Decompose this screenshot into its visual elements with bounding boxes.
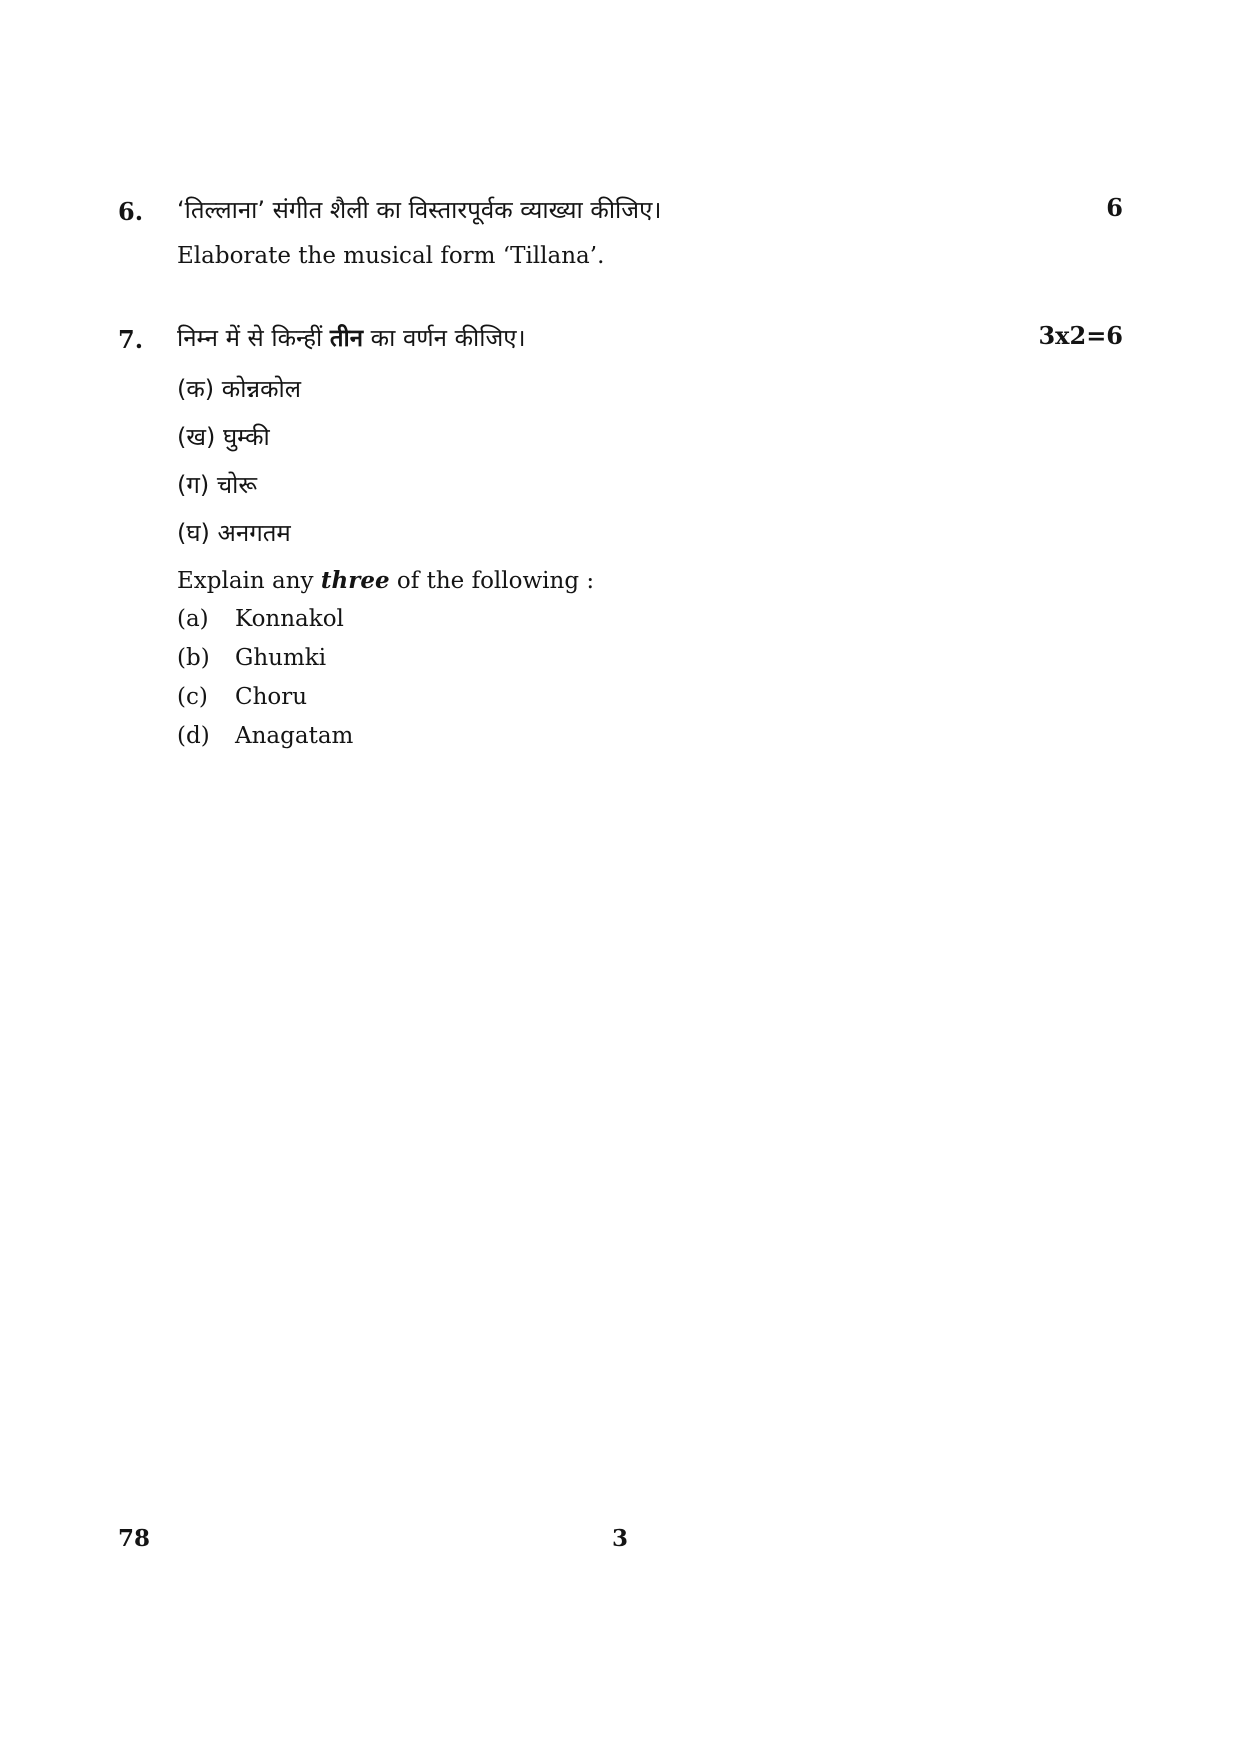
question-marks: 3x2=6 <box>1038 321 1123 350</box>
question-marks: 6 <box>1106 193 1123 222</box>
option-label: (b) <box>177 645 210 671</box>
option-text: Anagatam <box>235 723 354 749</box>
page-number: 3 <box>611 1525 628 1552</box>
option-text: Choru <box>235 684 308 710</box>
hindi-option: (ग) चोरू <box>177 471 257 499</box>
option-text: Ghumki <box>235 645 327 671</box>
paper-code: 78 <box>118 1525 151 1552</box>
option-label: (a) <box>177 606 209 632</box>
question-number: 6. <box>118 197 144 226</box>
hindi-option: (क) कोन्नकोल <box>177 375 302 403</box>
hindi-option: (घ) अनगतम <box>177 519 291 547</box>
question-text-english: Elaborate the musical form ‘Tillana’. <box>177 243 605 269</box>
question-number: 7. <box>118 325 144 354</box>
hindi-option: (ख) घुम्की <box>177 423 270 451</box>
question-text-hindi: निम्न में से किन्हीं तीन का वर्णन कीजिए। <box>177 324 526 352</box>
question-text-hindi: ‘तिल्लाना’ संगीत शैली का विस्तारपूर्वक व्याख्या कीजिए। <box>177 196 662 224</box>
question-text-english: Explain any three of the following : <box>177 567 595 594</box>
option-label: (c) <box>177 684 208 710</box>
option-label: (d) <box>177 723 210 749</box>
option-text: Konnakol <box>235 606 344 632</box>
